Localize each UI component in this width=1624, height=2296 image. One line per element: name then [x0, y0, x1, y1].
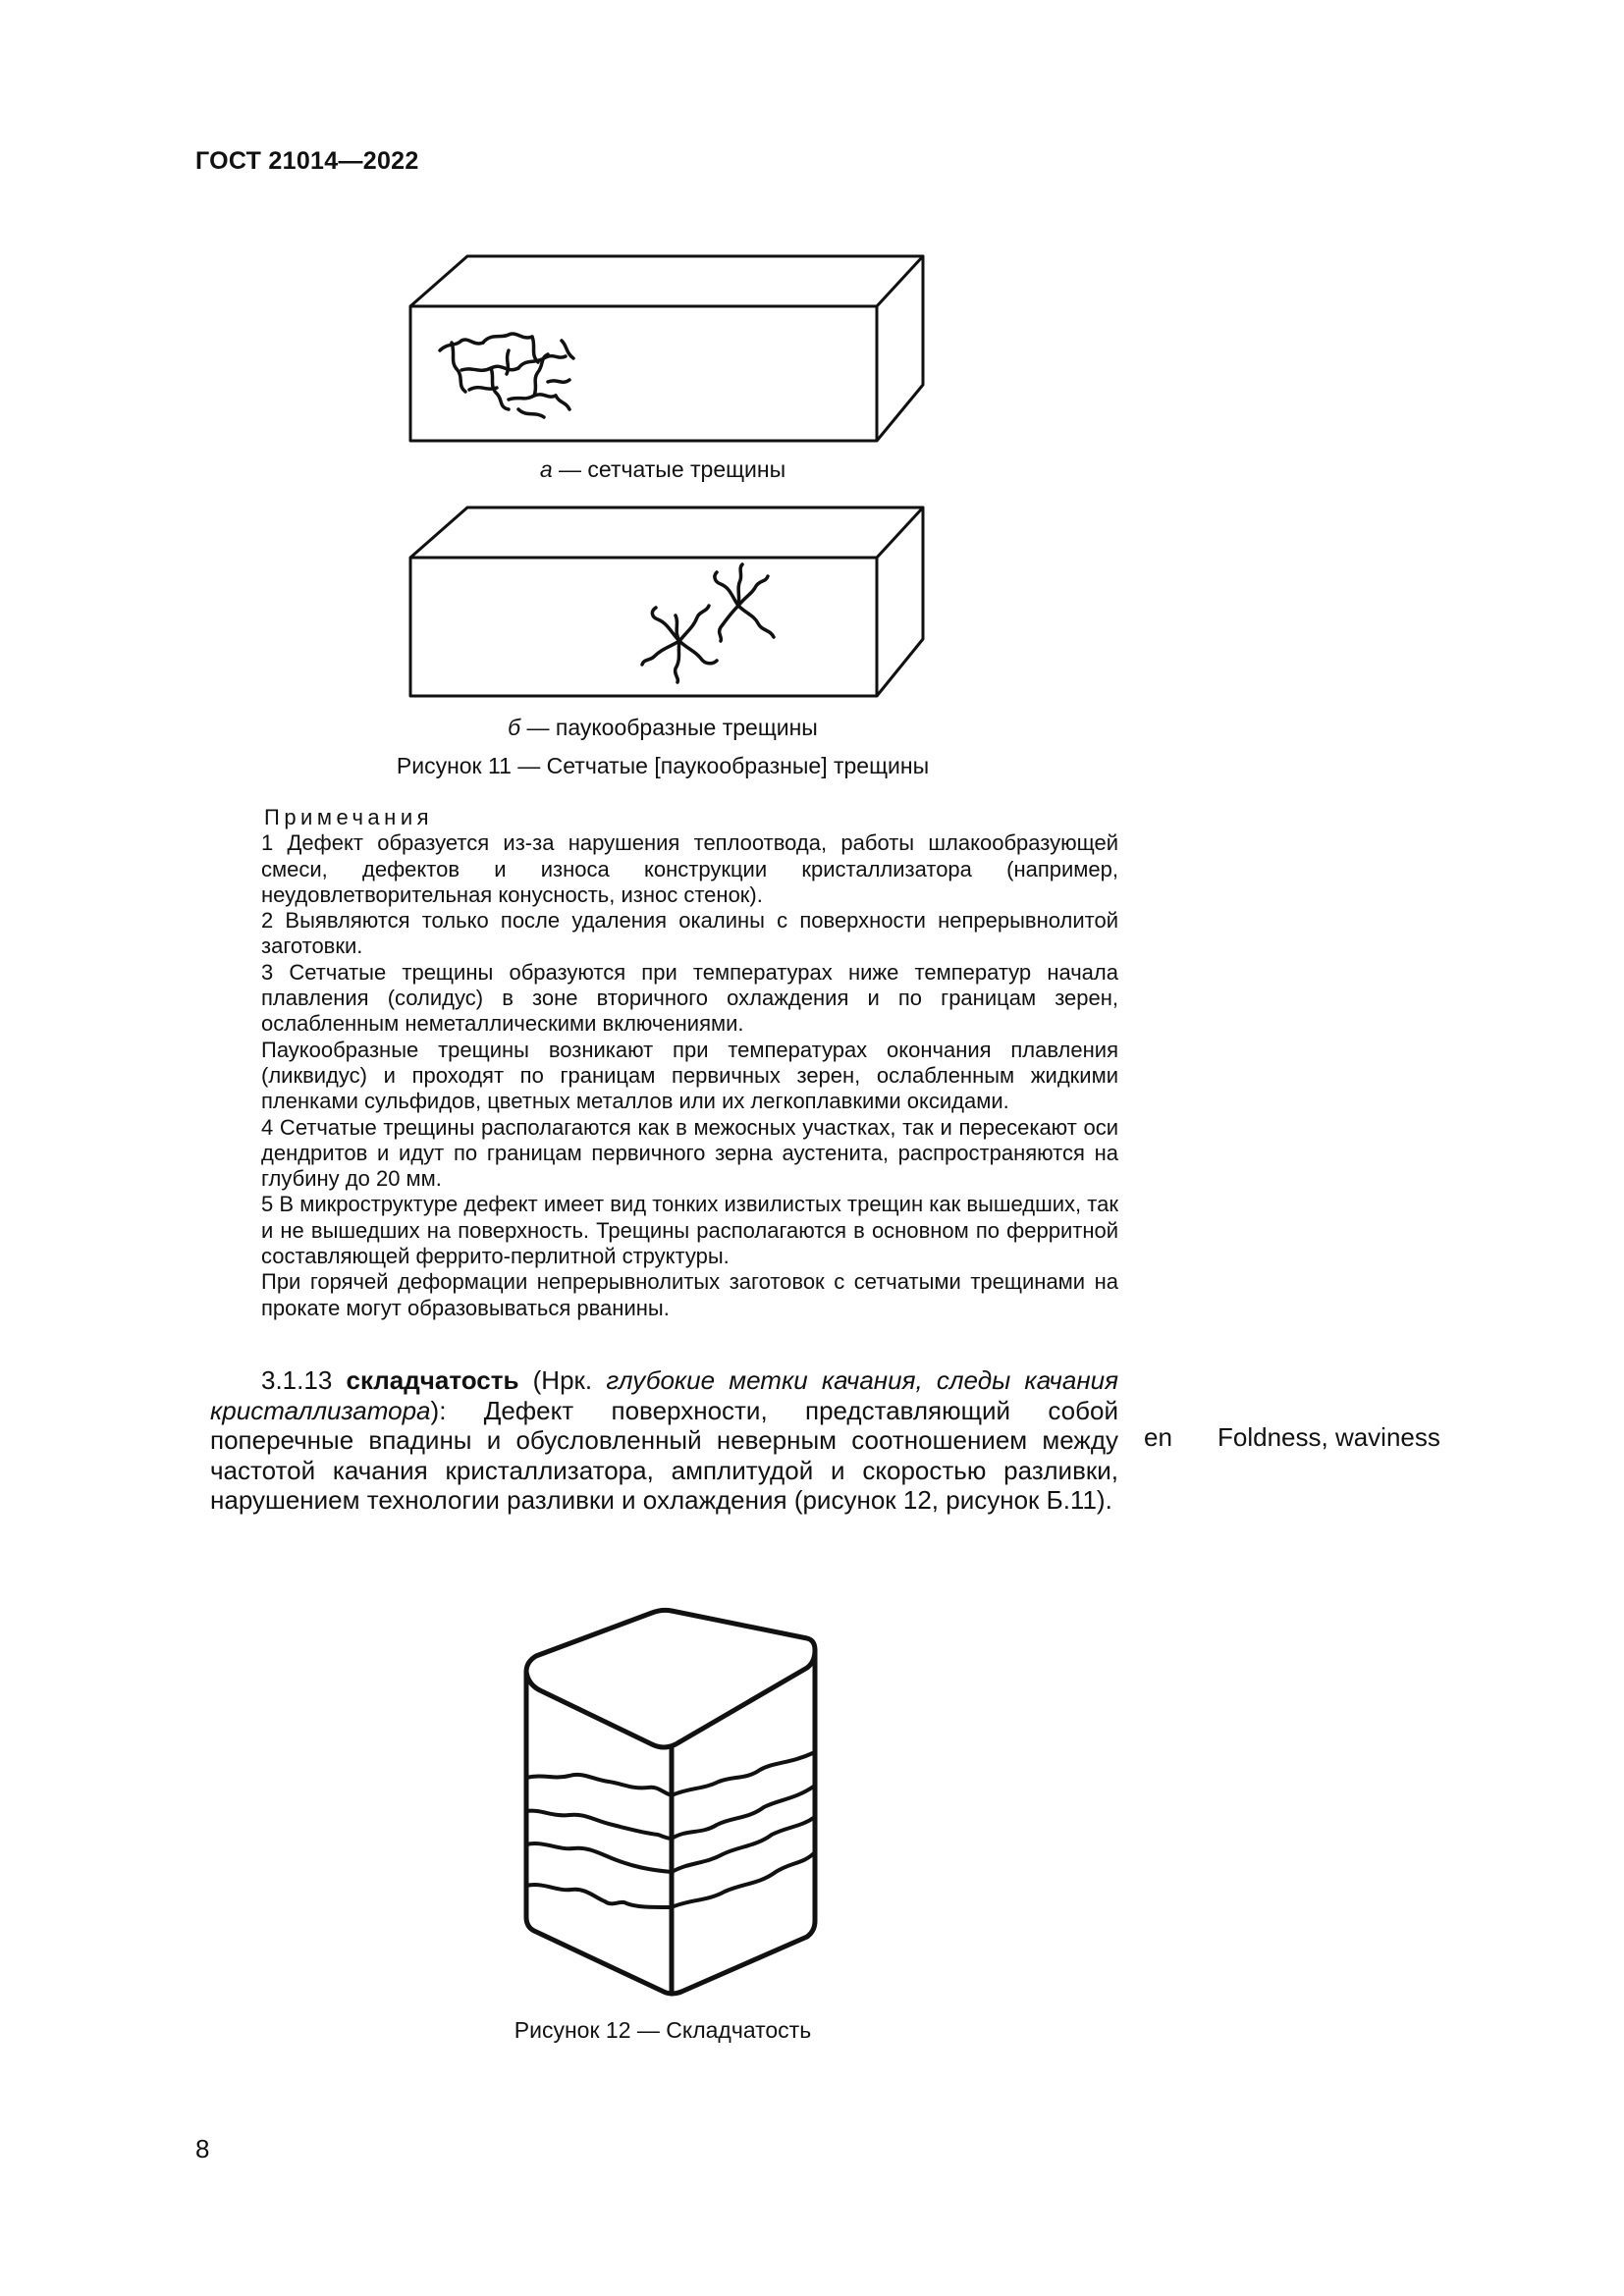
note-3b-text: Паукообразные трещины возникают при температурах окончания плавления (ликвидус) и проходят по границам первичных зерен, ослабленным жидкими пленками сульфидов, цветных металлов или их легкоплавкими оксидами.: [261, 1037, 1118, 1114]
page-number: 8: [195, 2134, 210, 2163]
notes-title: Примечания: [264, 805, 434, 829]
net-cracks-icon: [440, 334, 573, 417]
note-5b: [196, 1269, 1118, 1321]
note-3-text: 3 Сетчатые трещины образуются при температурах ниже температур начала плавления (солидус) в зоне вторичного охлаждения и по границам зерен, ослабленным неметаллическими включениями.: [261, 959, 1118, 1037]
subfigure-letter-a: а: [539, 456, 553, 482]
note-3b: [196, 1038, 1118, 1115]
note-2-text: 2 Выявляются только после удаления окалины с поверхности непрерывнолитой заготовки.: [261, 908, 1118, 959]
term-number: 3.1.13: [261, 1365, 333, 1395]
figure-12-caption: Рисунок 12 — Складчатость: [514, 2017, 812, 2043]
note-2: [196, 908, 1118, 960]
note-1: [196, 830, 1118, 908]
term-synonyms: глубокие метки качания, следы качания кристаллизатора: [210, 1365, 1118, 1425]
document-header: ГОСТ 21014—2022: [195, 147, 419, 175]
note-3: [196, 960, 1118, 1038]
note-5-text: 5 В микроструктуре дефект имеет вид тонких извилистых трещин как вышедших, так и не вышедших на поверхность. Трещины располагаются в основном по ферритной составляющей феррито-перлитной структуры.: [261, 1192, 1118, 1269]
term-translation: Foldness, waviness: [1218, 1422, 1440, 1452]
figure-11a-label: [0, 456, 1326, 483]
term-entry: [210, 1365, 1118, 1516]
note-4: [196, 1115, 1118, 1193]
note-5b-text: При горячей деформации непрерывнолитых заготовок с сетчатыми трещинами на прокате могут образовываться рванины.: [261, 1269, 1118, 1320]
notes-block: [261, 805, 1118, 1321]
subfigure-letter-b: б: [508, 715, 521, 740]
term-name: складчатость: [346, 1365, 519, 1395]
figure-11b-label: [0, 715, 1326, 741]
figure-11b-drawing: [401, 504, 931, 705]
term-language: en: [1144, 1422, 1172, 1452]
figure-11a-drawing: [401, 252, 931, 454]
figure-11-caption: Рисунок 11 — Сетчатые [паукообразные] трещины: [396, 753, 930, 778]
term-syn-open: (Нрк.: [532, 1365, 607, 1395]
note-5: [196, 1192, 1118, 1269]
subfigure-text-b: — паукообразные трещины: [520, 715, 818, 740]
note-1-text: 1 Дефект образуется из-за нарушения теплоотвода, работы шлакообразующей смеси, дефектов и износа конструкции кристаллизатора (например, неудовлетворительная конусность, износ стенок).: [261, 830, 1118, 907]
subfigure-text-a: — сетчатые трещины: [552, 456, 786, 482]
spider-cracks-icon: [642, 564, 774, 682]
figure-12-drawing: [514, 1607, 829, 2000]
term-definition: ): Дефект поверхности, представляющий собой поперечные впадины и обусловленный неверным соотношением между частотой качания кристаллизатора, амплитудой и скоростью разливки, нарушением технологии разливки и охлаждения (рисунок 12, рисунок Б.11).: [210, 1395, 1118, 1515]
note-4-text: 4 Сетчатые трещины располагаются как в межосных участках, так и пересекают оси дендритов и идут по границам первичного зерна аустенита, распространяются на глубину до 20 мм.: [261, 1114, 1118, 1192]
